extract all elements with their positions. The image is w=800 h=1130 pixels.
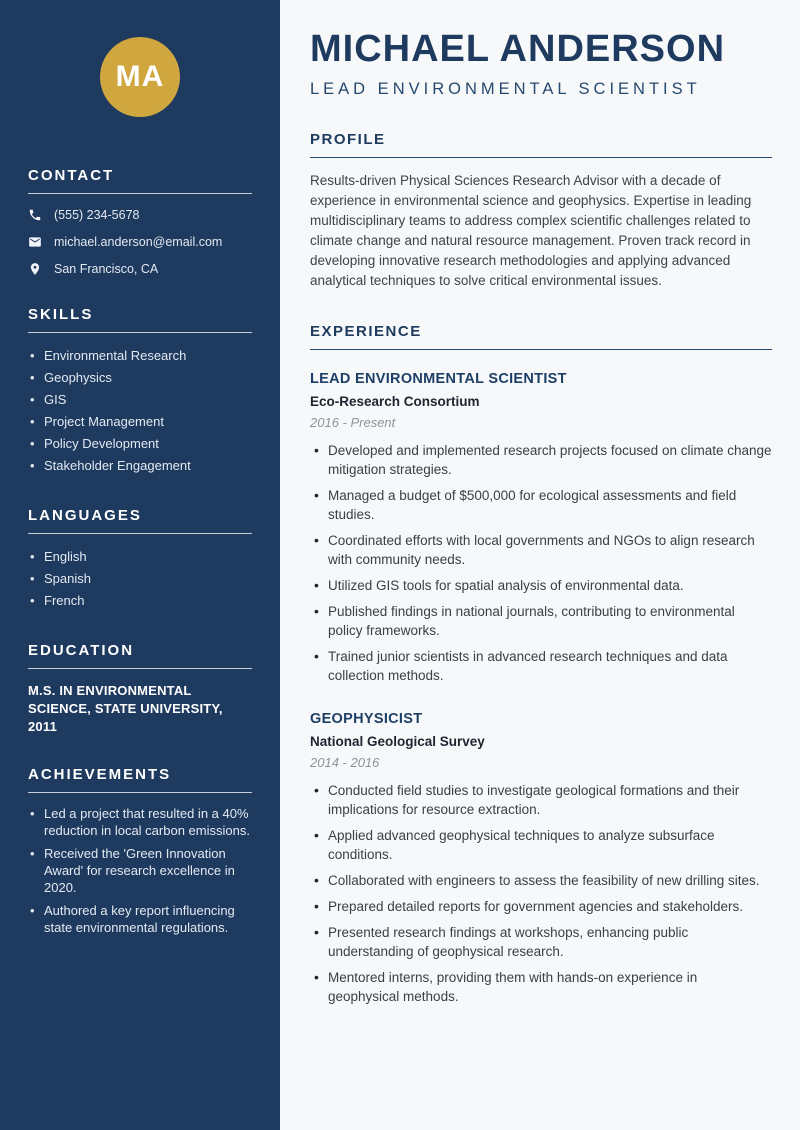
contact-row-email xyxy=(28,235,252,249)
achievements-section-title: ACHIEVEMENTS xyxy=(28,766,252,793)
job-title: LEAD ENVIRONMENTAL SCIENTIST xyxy=(310,370,567,387)
job-title: GEOPHYSICIST xyxy=(310,710,423,727)
experience-section-title: EXPERIENCE xyxy=(310,323,772,350)
education-degree: M.S. IN ENVIRONMENTAL SCIENCE, STATE UNIVERSITY, 2011 xyxy=(28,683,223,734)
skill-item: • Environmental Research xyxy=(28,345,252,367)
job-bullet: • Collaborated with engineers to assess the feasibility of new drilling sites. xyxy=(310,871,772,890)
job-bullet: • Mentored interns, providing them with hands-on experience in geophysical methods. xyxy=(310,968,772,1006)
person-title: LEAD ENVIRONMENTAL SCIENTIST xyxy=(310,79,701,98)
contact-section-title: CONTACT xyxy=(28,167,252,194)
skills-section-title: SKILLS xyxy=(28,306,252,333)
education-section-title: EDUCATION xyxy=(28,642,252,669)
contact-row-location xyxy=(28,262,252,276)
person-name: MICHAEL ANDERSON xyxy=(310,28,726,70)
job-bullet: • Published findings in national journals, contributing to environmental policy frameworks. xyxy=(310,602,772,640)
languages-section-title: LANGUAGES xyxy=(28,507,252,534)
job-bullet: • Applied advanced geophysical techniques to analyze subsurface conditions. xyxy=(310,826,772,864)
location-pin-icon xyxy=(28,262,42,276)
contact-email-text: michael.anderson@email.com xyxy=(54,235,223,249)
job-company: National Geological Survey xyxy=(310,733,485,749)
contact-location-text: San Francisco, CA xyxy=(54,262,159,276)
avatar-initials: MA xyxy=(115,60,165,93)
contact-row-phone xyxy=(28,208,252,222)
language-item: • Spanish xyxy=(28,568,252,590)
job-bullets xyxy=(310,441,772,685)
sidebar xyxy=(0,0,280,1130)
job-bullet: • Developed and implemented research projects focused on climate change mitigation strategies. xyxy=(310,441,772,479)
languages-list xyxy=(28,546,252,612)
skill-item: • Policy Development xyxy=(28,433,252,455)
profile-text: Results-driven Physical Sciences Research Advisor with a decade of experience in environmental science and geophysics. Expertise in leading multidisciplinary teams to address complex scientific challenges related to climate change and natural resource management. Proven track record in developing innovative research methodologies and applying advanced analytical techniques to solve critical environmental issues. xyxy=(310,172,752,288)
achievements-section xyxy=(28,766,252,936)
avatar xyxy=(100,37,180,117)
contact-list xyxy=(28,208,252,276)
profile-section-title: PROFILE xyxy=(310,131,772,158)
job-dates: 2014 - 2016 xyxy=(310,754,380,770)
job-company: Eco-Research Consortium xyxy=(310,393,480,409)
achievements-list xyxy=(28,805,252,936)
education-section xyxy=(28,642,252,736)
languages-section xyxy=(28,507,252,612)
skill-item: • Project Management xyxy=(28,411,252,433)
job-bullets xyxy=(310,781,772,1006)
skills-section xyxy=(28,306,252,477)
job-bullet: • Prepared detailed reports for government agencies and stakeholders. xyxy=(310,897,772,916)
contact-section xyxy=(28,167,252,276)
language-item: • French xyxy=(28,590,252,612)
job-bullet: • Utilized GIS tools for spatial analysis of environmental data. xyxy=(310,576,772,595)
achievement-item: • Authored a key report influencing state environmental regulations. xyxy=(28,902,252,936)
language-item: • English xyxy=(28,546,252,568)
experience-entry xyxy=(310,711,772,1006)
profile-section xyxy=(310,131,772,291)
job-bullet: • Trained junior scientists in advanced research techniques and data collection methods. xyxy=(310,647,772,685)
job-dates: 2016 - Present xyxy=(310,414,396,430)
skill-item: • Stakeholder Engagement xyxy=(28,455,252,477)
contact-phone-text: (555) 234-5678 xyxy=(54,208,140,222)
achievement-item: • Led a project that resulted in a 40% reduction in local carbon emissions. xyxy=(28,805,252,839)
experience-section xyxy=(310,323,772,1006)
mail-icon xyxy=(28,235,42,249)
skills-list xyxy=(28,345,252,477)
main-content xyxy=(280,0,800,1130)
skill-item: • Geophysics xyxy=(28,367,252,389)
phone-icon xyxy=(28,208,42,222)
job-bullet: • Coordinated efforts with local governments and NGOs to align research with community needs. xyxy=(310,531,772,569)
experience-entry xyxy=(310,371,772,685)
job-bullet: • Managed a budget of $500,000 for ecological assessments and field studies. xyxy=(310,486,772,524)
skill-item: • GIS xyxy=(28,389,252,411)
job-bullet: • Presented research findings at workshops, enhancing public understanding of geophysical research. xyxy=(310,923,772,961)
job-bullet: • Conducted field studies to investigate geological formations and their implications for resource extraction. xyxy=(310,781,772,819)
achievement-item: • Received the 'Green Innovation Award' for research excellence in 2020. xyxy=(28,845,252,896)
avatar-wrap xyxy=(28,37,252,117)
